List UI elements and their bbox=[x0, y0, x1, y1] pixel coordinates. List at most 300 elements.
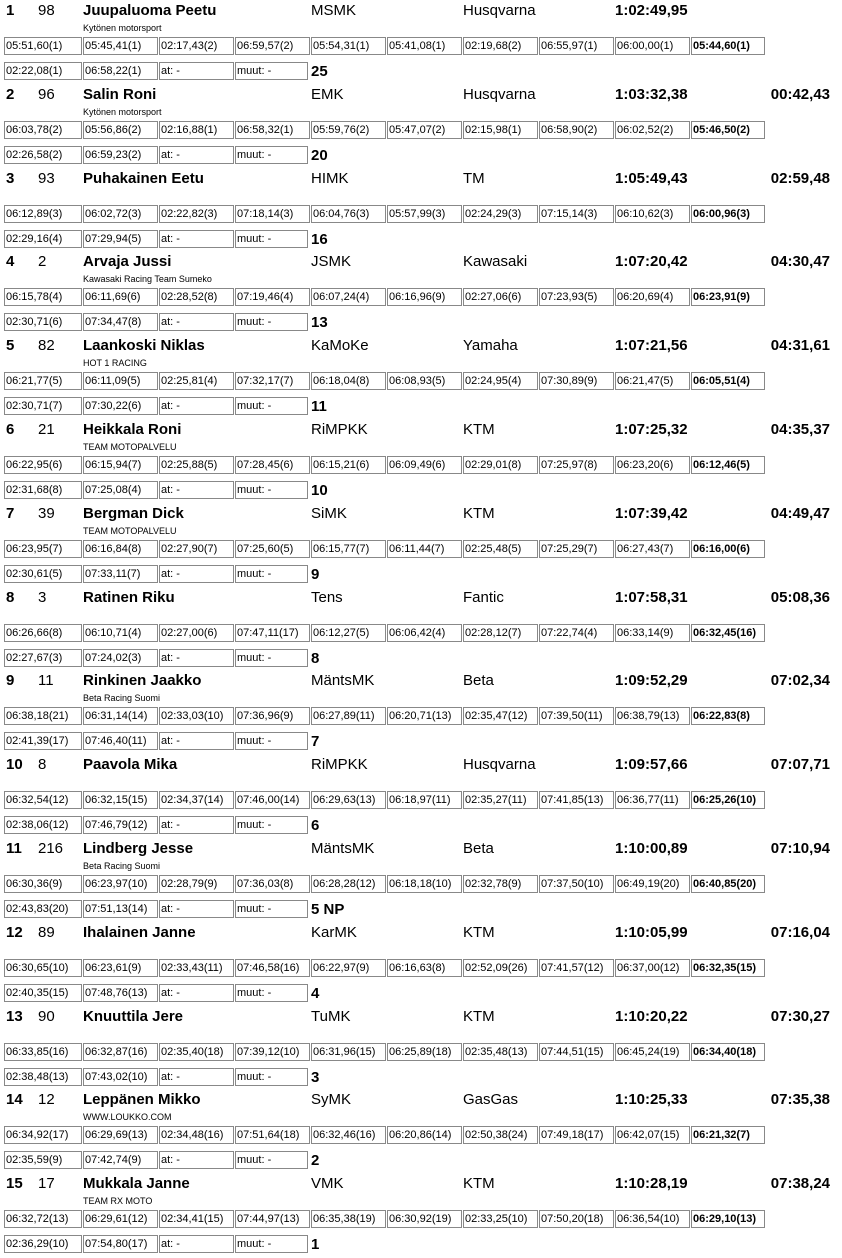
rider-club: VMK bbox=[311, 1175, 344, 1193]
rider-entry bbox=[0, 84, 842, 168]
time-gap: 07:30,27 bbox=[770, 1007, 830, 1025]
rider-name: Rinkinen Jaakko bbox=[83, 672, 202, 690]
lap-time-cell: 02:25,81(4) bbox=[159, 372, 234, 390]
lap-time-cell: 06:15,78(4) bbox=[4, 288, 82, 306]
lap-time-cell: 02:28,12(7) bbox=[463, 624, 538, 642]
lap-time-cell: 06:02,52(2) bbox=[615, 121, 690, 139]
rider-entry bbox=[0, 670, 842, 754]
lap-time-cell: 06:34,92(17) bbox=[4, 1126, 82, 1144]
lap-time-cell: 06:30,36(9) bbox=[4, 875, 82, 893]
lap-time-cell: 02:27,67(3) bbox=[4, 649, 82, 667]
rider-name: Paavola Mika bbox=[83, 756, 178, 774]
rider-number: 96 bbox=[38, 85, 55, 103]
rider-bike: Beta bbox=[463, 672, 494, 690]
lap-time-cell: 06:32,15(15) bbox=[83, 791, 158, 809]
muut-cell: muut: - bbox=[235, 1151, 308, 1169]
lap-time-cell: 06:11,44(7) bbox=[387, 540, 462, 558]
rider-number: 39 bbox=[38, 504, 55, 522]
rider-position: 11 bbox=[6, 840, 22, 857]
lap-time-cell: 06:22,97(9) bbox=[311, 959, 386, 977]
rider-club: SiMK bbox=[311, 504, 347, 522]
rider-team: Beta Racing Suomi bbox=[83, 861, 161, 871]
lap-time-cell: 02:27,90(7) bbox=[159, 540, 234, 558]
rider-club: HIMK bbox=[311, 169, 349, 187]
at-cell: at: - bbox=[159, 481, 234, 499]
lap-time-cell: 06:59,57(2) bbox=[235, 37, 310, 55]
rider-name: Knuuttila Jere bbox=[83, 1007, 184, 1025]
lap-time-cell: 02:34,37(14) bbox=[159, 791, 234, 809]
lap-time-cell: 07:41,85(13) bbox=[539, 791, 614, 809]
lap-time-cell: 07:51,13(14) bbox=[83, 900, 158, 918]
muut-cell: muut: - bbox=[235, 313, 308, 331]
lap-time-cell: 02:36,29(10) bbox=[4, 1235, 82, 1253]
at-cell: at: - bbox=[159, 230, 234, 248]
lap-time-cell: 06:58,90(2) bbox=[539, 121, 614, 139]
lap-time-cell: 07:46,79(12) bbox=[83, 816, 158, 834]
total-time: 1:10:25,33 bbox=[615, 1091, 688, 1109]
lap-time-cell: 06:30,92(19) bbox=[387, 1210, 462, 1228]
lap-time-cell: 06:21,32(7) bbox=[691, 1126, 765, 1144]
rider-points: 11 bbox=[311, 398, 327, 416]
rider-name: Salin Roni bbox=[83, 85, 157, 103]
rider-bike: KTM bbox=[463, 421, 495, 438]
muut-cell: muut: - bbox=[235, 565, 308, 583]
rider-number: 89 bbox=[38, 923, 55, 941]
rider-bike: KTM bbox=[463, 1007, 495, 1025]
rider-club: SyMK bbox=[311, 1091, 352, 1109]
lap-time-cell: 02:43,83(20) bbox=[4, 900, 82, 918]
rider-position: 5 bbox=[6, 337, 15, 355]
lap-time-cell: 06:32,72(13) bbox=[4, 1210, 82, 1228]
rider-position: 8 bbox=[6, 588, 15, 606]
rider-name: Heikkala Roni bbox=[83, 421, 182, 438]
lap-time-cell: 05:41,08(1) bbox=[387, 37, 462, 55]
lap-time-cell: 07:54,80(17) bbox=[83, 1235, 158, 1253]
lap-time-cell: 06:32,35(15) bbox=[691, 959, 765, 977]
rider-points: 8 bbox=[311, 649, 320, 667]
lap-time-cell: 02:32,78(9) bbox=[463, 875, 538, 893]
lap-time-cell: 06:42,07(15) bbox=[615, 1126, 690, 1144]
muut-cell: muut: - bbox=[235, 397, 308, 415]
rider-bike: Kawasaki bbox=[463, 253, 528, 271]
lap-time-cell: 06:59,23(2) bbox=[83, 146, 158, 164]
lap-time-cell: 06:15,94(7) bbox=[83, 456, 158, 474]
rider-points: 9 bbox=[311, 565, 320, 583]
lap-time-cell: 06:18,97(11) bbox=[387, 791, 462, 809]
lap-time-cell: 05:56,86(2) bbox=[83, 121, 158, 139]
rider-name: Arvaja Jussi bbox=[83, 253, 172, 271]
lap-time-cell: 07:42,74(9) bbox=[83, 1151, 158, 1169]
lap-time-cell: 02:33,43(11) bbox=[159, 959, 234, 977]
rider-club: EMK bbox=[311, 85, 344, 103]
total-time: 1:10:20,22 bbox=[615, 1007, 688, 1025]
rider-bike: TM bbox=[463, 169, 485, 187]
lap-time-cell: 02:38,48(13) bbox=[4, 1068, 82, 1086]
rider-entry bbox=[0, 1173, 842, 1257]
lap-time-cell: 06:27,43(7) bbox=[615, 540, 690, 558]
rider-name: Lindberg Jesse bbox=[83, 840, 194, 857]
rider-points: 1 bbox=[311, 1236, 320, 1254]
lap-time-cell: 07:51,64(18) bbox=[235, 1126, 310, 1144]
rider-entry bbox=[0, 503, 842, 587]
lap-time-cell: 02:33,25(10) bbox=[463, 1210, 538, 1228]
rider-team: TEAM MOTOPALVELU bbox=[83, 525, 177, 536]
muut-cell: muut: - bbox=[235, 230, 308, 248]
rider-points: 3 bbox=[311, 1068, 320, 1086]
lap-time-cell: 06:20,86(14) bbox=[387, 1126, 462, 1144]
rider-bike: Yamaha bbox=[463, 337, 518, 355]
lap-time-cell: 02:26,58(2) bbox=[4, 146, 82, 164]
lap-time-cell: 06:16,96(9) bbox=[387, 288, 462, 306]
rider-team: Kawasaki Racing Team Sumeko bbox=[83, 274, 212, 285]
at-cell: at: - bbox=[159, 313, 234, 331]
lap-time-cell: 02:35,59(9) bbox=[4, 1151, 82, 1169]
lap-time-cell: 06:21,77(5) bbox=[4, 372, 82, 390]
rider-position: 9 bbox=[6, 672, 15, 690]
lap-time-cell: 06:23,61(9) bbox=[83, 959, 158, 977]
rider-position: 12 bbox=[6, 923, 23, 941]
lap-time-cell: 06:23,95(7) bbox=[4, 540, 82, 558]
lap-time-cell: 02:35,40(18) bbox=[159, 1043, 234, 1061]
lap-time-cell: 06:55,97(1) bbox=[539, 37, 614, 55]
lap-time-cell: 07:28,45(6) bbox=[235, 456, 310, 474]
muut-cell: muut: - bbox=[235, 649, 308, 667]
rider-entry bbox=[0, 922, 842, 1006]
lap-time-cell: 07:43,02(10) bbox=[83, 1068, 158, 1086]
lap-time-cell: 07:36,96(9) bbox=[235, 707, 310, 725]
lap-time-cell: 06:23,20(6) bbox=[615, 456, 690, 474]
lap-time-cell: 05:47,07(2) bbox=[387, 121, 462, 139]
total-time: 1:09:57,66 bbox=[615, 756, 688, 774]
rider-number: 2 bbox=[38, 253, 47, 271]
rider-team: HOT 1 RACING bbox=[83, 358, 147, 369]
rider-club: MäntsMK bbox=[311, 672, 375, 690]
muut-cell: muut: - bbox=[235, 481, 308, 499]
lap-time-cell: 07:50,20(18) bbox=[539, 1210, 614, 1228]
total-time: 1:03:32,38 bbox=[615, 85, 688, 103]
at-cell: at: - bbox=[159, 146, 234, 164]
at-cell: at: - bbox=[159, 984, 234, 1002]
lap-time-cell: 06:33,14(9) bbox=[615, 624, 690, 642]
lap-time-cell: 02:27,00(6) bbox=[159, 624, 234, 642]
lap-time-cell: 07:37,50(10) bbox=[539, 875, 614, 893]
lap-time-cell: 06:18,04(8) bbox=[311, 372, 386, 390]
rider-position: 6 bbox=[6, 421, 15, 438]
at-cell: at: - bbox=[159, 732, 234, 750]
lap-time-cell: 02:35,27(11) bbox=[463, 791, 538, 809]
lap-time-cell: 06:04,76(3) bbox=[311, 205, 386, 223]
rider-points: 16 bbox=[311, 230, 328, 248]
rider-position: 15 bbox=[6, 1175, 23, 1193]
lap-time-cell: 05:45,41(1) bbox=[83, 37, 158, 55]
lap-time-cell: 06:38,18(21) bbox=[4, 707, 82, 725]
time-gap: 04:31,61 bbox=[770, 337, 830, 355]
muut-cell: muut: - bbox=[235, 984, 308, 1002]
lap-time-cell: 06:29,69(13) bbox=[83, 1126, 158, 1144]
muut-cell: muut: - bbox=[235, 62, 308, 80]
rider-number: 12 bbox=[38, 1091, 55, 1109]
lap-time-cell: 06:32,46(16) bbox=[311, 1126, 386, 1144]
lap-time-cell: 06:58,32(1) bbox=[235, 121, 310, 139]
lap-time-cell: 02:31,68(8) bbox=[4, 481, 82, 499]
lap-time-cell: 02:19,68(2) bbox=[463, 37, 538, 55]
rider-points: 7 bbox=[311, 733, 320, 751]
rider-number: 98 bbox=[38, 2, 55, 19]
lap-time-cell: 07:18,14(3) bbox=[235, 205, 310, 223]
lap-time-cell: 06:38,79(13) bbox=[615, 707, 690, 725]
total-time: 1:10:28,19 bbox=[615, 1175, 688, 1193]
lap-time-cell: 07:29,94(5) bbox=[83, 230, 158, 248]
lap-time-cell: 02:33,03(10) bbox=[159, 707, 234, 725]
lap-time-cell: 06:31,14(14) bbox=[83, 707, 158, 725]
lap-time-cell: 07:49,18(17) bbox=[539, 1126, 614, 1144]
lap-time-cell: 07:30,89(9) bbox=[539, 372, 614, 390]
rider-position: 3 bbox=[6, 169, 15, 187]
total-time: 1:07:21,56 bbox=[615, 337, 688, 355]
rider-points: 6 bbox=[311, 817, 320, 835]
lap-time-cell: 02:29,01(8) bbox=[463, 456, 538, 474]
rider-points: 20 bbox=[311, 146, 328, 164]
lap-time-cell: 06:23,91(9) bbox=[691, 288, 765, 306]
time-gap: 07:38,24 bbox=[770, 1175, 830, 1193]
rider-team: TEAM RX MOTO bbox=[83, 1196, 153, 1207]
lap-time-cell: 07:46,00(14) bbox=[235, 791, 310, 809]
rider-number: 82 bbox=[38, 337, 55, 355]
lap-time-cell: 06:25,89(18) bbox=[387, 1043, 462, 1061]
muut-cell: muut: - bbox=[235, 816, 308, 834]
rider-points: 10 bbox=[311, 482, 328, 499]
rider-points: 25 bbox=[311, 63, 328, 80]
lap-time-cell: 06:37,00(12) bbox=[615, 959, 690, 977]
lap-time-cell: 05:44,60(1) bbox=[691, 37, 765, 55]
lap-time-cell: 07:15,14(3) bbox=[539, 205, 614, 223]
time-gap: 07:02,34 bbox=[770, 672, 830, 690]
lap-time-cell: 02:29,16(4) bbox=[4, 230, 82, 248]
lap-time-cell: 06:18,18(10) bbox=[387, 875, 462, 893]
at-cell: at: - bbox=[159, 1068, 234, 1086]
lap-time-cell: 02:40,35(15) bbox=[4, 984, 82, 1002]
lap-time-cell: 06:32,54(12) bbox=[4, 791, 82, 809]
lap-time-cell: 02:38,06(12) bbox=[4, 816, 82, 834]
lap-time-cell: 06:15,77(7) bbox=[311, 540, 386, 558]
lap-time-cell: 07:25,08(4) bbox=[83, 481, 158, 499]
rider-position: 14 bbox=[6, 1091, 23, 1109]
lap-time-cell: 06:30,65(10) bbox=[4, 959, 82, 977]
rider-position: 1 bbox=[6, 2, 15, 19]
rider-entry bbox=[0, 1006, 842, 1090]
lap-time-cell: 02:27,06(6) bbox=[463, 288, 538, 306]
rider-position: 10 bbox=[6, 756, 23, 774]
total-time: 1:07:39,42 bbox=[615, 504, 688, 522]
lap-time-cell: 07:30,22(6) bbox=[83, 397, 158, 415]
time-gap: 02:59,48 bbox=[770, 169, 830, 187]
lap-time-cell: 02:52,09(26) bbox=[463, 959, 538, 977]
lap-time-cell: 02:25,88(5) bbox=[159, 456, 234, 474]
rider-points: 13 bbox=[311, 314, 328, 332]
total-time: 1:10:05,99 bbox=[615, 923, 688, 941]
lap-time-cell: 02:24,29(3) bbox=[463, 205, 538, 223]
lap-time-cell: 06:00,96(3) bbox=[691, 205, 765, 223]
lap-time-cell: 06:12,89(3) bbox=[4, 205, 82, 223]
total-time: 1:07:25,32 bbox=[615, 421, 688, 438]
rider-entry bbox=[0, 587, 842, 671]
lap-time-cell: 06:34,40(18) bbox=[691, 1043, 765, 1061]
lap-time-cell: 06:45,24(19) bbox=[615, 1043, 690, 1061]
lap-time-cell: 02:30,61(5) bbox=[4, 565, 82, 583]
rider-club: RiMPKK bbox=[311, 421, 368, 438]
rider-club: KaMoKe bbox=[311, 337, 369, 355]
lap-time-cell: 07:19,46(4) bbox=[235, 288, 310, 306]
lap-time-cell: 06:36,77(11) bbox=[615, 791, 690, 809]
muut-cell: muut: - bbox=[235, 900, 308, 918]
rider-club: JSMK bbox=[311, 253, 352, 271]
rider-entry bbox=[0, 419, 842, 503]
rider-number: 3 bbox=[38, 588, 47, 606]
rider-bike: KTM bbox=[463, 504, 495, 522]
lap-time-cell: 05:51,60(1) bbox=[4, 37, 82, 55]
lap-time-cell: 06:29,63(13) bbox=[311, 791, 386, 809]
lap-time-cell: 06:20,71(13) bbox=[387, 707, 462, 725]
rider-bike: Fantic bbox=[463, 588, 504, 606]
total-time: 1:07:20,42 bbox=[615, 253, 688, 271]
rider-entry bbox=[0, 0, 842, 84]
rider-entry bbox=[0, 168, 842, 252]
lap-time-cell: 02:15,98(1) bbox=[463, 121, 538, 139]
at-cell: at: - bbox=[159, 1151, 234, 1169]
rider-number: 11 bbox=[38, 672, 54, 690]
rider-bike: KTM bbox=[463, 1175, 495, 1193]
lap-time-cell: 06:33,85(16) bbox=[4, 1043, 82, 1061]
lap-time-cell: 07:25,97(8) bbox=[539, 456, 614, 474]
time-gap: 07:07,71 bbox=[770, 756, 830, 774]
lap-time-cell: 07:36,03(8) bbox=[235, 875, 310, 893]
muut-cell: muut: - bbox=[235, 146, 308, 164]
lap-time-cell: 07:44,51(15) bbox=[539, 1043, 614, 1061]
lap-time-cell: 07:41,57(12) bbox=[539, 959, 614, 977]
at-cell: at: - bbox=[159, 565, 234, 583]
time-gap: 05:08,36 bbox=[770, 588, 830, 606]
rider-bike: Beta bbox=[463, 840, 494, 857]
lap-time-cell: 02:34,48(16) bbox=[159, 1126, 234, 1144]
total-time: 1:07:58,31 bbox=[615, 588, 688, 606]
lap-time-cell: 06:32,45(16) bbox=[691, 624, 765, 642]
rider-club: Tens bbox=[311, 588, 343, 606]
lap-time-cell: 02:17,43(2) bbox=[159, 37, 234, 55]
lap-time-cell: 07:22,74(4) bbox=[539, 624, 614, 642]
rider-position: 2 bbox=[6, 85, 15, 103]
lap-time-cell: 02:28,79(9) bbox=[159, 875, 234, 893]
rider-name: Leppänen Mikko bbox=[83, 1091, 201, 1109]
lap-time-cell: 02:34,41(15) bbox=[159, 1210, 234, 1228]
lap-time-cell: 06:06,42(4) bbox=[387, 624, 462, 642]
lap-time-cell: 06:16,00(6) bbox=[691, 540, 765, 558]
time-gap: 00:42,43 bbox=[770, 85, 830, 103]
lap-time-cell: 06:12,46(5) bbox=[691, 456, 765, 474]
rider-club: MSMK bbox=[311, 2, 356, 19]
lap-time-cell: 06:16,84(8) bbox=[83, 540, 158, 558]
rider-bike: Husqvarna bbox=[463, 2, 536, 19]
lap-time-cell: 06:12,27(5) bbox=[311, 624, 386, 642]
time-gap: 04:30,47 bbox=[770, 253, 830, 271]
rider-bike: Husqvarna bbox=[463, 756, 536, 774]
rider-club: MäntsMK bbox=[311, 840, 375, 857]
rider-team: Kytönen motorsport bbox=[83, 23, 162, 33]
total-time: 1:05:49,43 bbox=[615, 169, 688, 187]
lap-time-cell: 07:46,40(11) bbox=[83, 732, 158, 750]
lap-time-cell: 05:46,50(2) bbox=[691, 121, 765, 139]
rider-number: 17 bbox=[38, 1175, 55, 1193]
rider-name: Ratinen Riku bbox=[83, 588, 175, 606]
at-cell: at: - bbox=[159, 62, 234, 80]
lap-time-cell: 06:23,97(10) bbox=[83, 875, 158, 893]
rider-bike: GasGas bbox=[463, 1091, 519, 1109]
rider-position: 7 bbox=[6, 504, 15, 522]
lap-time-cell: 06:02,72(3) bbox=[83, 205, 158, 223]
rider-entry bbox=[0, 1089, 842, 1173]
lap-time-cell: 06:03,78(2) bbox=[4, 121, 82, 139]
lap-time-cell: 02:35,48(13) bbox=[463, 1043, 538, 1061]
time-gap: 07:10,94 bbox=[770, 840, 830, 857]
time-gap: 04:49,47 bbox=[770, 504, 830, 522]
rider-points: 2 bbox=[311, 1152, 320, 1170]
rider-team: Kytönen motorsport bbox=[83, 106, 162, 117]
lap-time-cell: 06:22,83(8) bbox=[691, 707, 765, 725]
lap-time-cell: 06:05,51(4) bbox=[691, 372, 765, 390]
lap-time-cell: 06:40,85(20) bbox=[691, 875, 765, 893]
lap-time-cell: 02:35,47(12) bbox=[463, 707, 538, 725]
rider-entry bbox=[0, 754, 842, 838]
lap-time-cell: 06:11,09(5) bbox=[83, 372, 158, 390]
lap-time-cell: 05:54,31(1) bbox=[311, 37, 386, 55]
lap-time-cell: 06:31,96(15) bbox=[311, 1043, 386, 1061]
lap-time-cell: 06:49,19(20) bbox=[615, 875, 690, 893]
rider-club: TuMK bbox=[311, 1007, 351, 1025]
lap-time-cell: 06:32,87(16) bbox=[83, 1043, 158, 1061]
lap-time-cell: 06:21,47(5) bbox=[615, 372, 690, 390]
lap-time-cell: 02:16,88(1) bbox=[159, 121, 234, 139]
time-gap: 04:35,37 bbox=[770, 421, 830, 438]
rider-name: Juupaluoma Peetu bbox=[83, 2, 217, 19]
lap-time-cell: 02:25,48(5) bbox=[463, 540, 538, 558]
time-gap: 07:35,38 bbox=[770, 1091, 830, 1109]
lap-time-cell: 07:25,29(7) bbox=[539, 540, 614, 558]
lap-time-cell: 06:35,38(19) bbox=[311, 1210, 386, 1228]
rider-points: 4 bbox=[311, 984, 320, 1002]
rider-name: Laankoski Niklas bbox=[83, 337, 205, 355]
at-cell: at: - bbox=[159, 397, 234, 415]
lap-time-cell: 07:44,97(13) bbox=[235, 1210, 310, 1228]
rider-number: 216 bbox=[38, 840, 64, 857]
rider-name: Puhakainen Eetu bbox=[83, 169, 204, 187]
total-time: 1:02:49,95 bbox=[615, 2, 688, 19]
lap-time-cell: 06:07,24(4) bbox=[311, 288, 386, 306]
lap-time-cell: 02:30,71(7) bbox=[4, 397, 82, 415]
lap-time-cell: 07:48,76(13) bbox=[83, 984, 158, 1002]
lap-time-cell: 06:15,21(6) bbox=[311, 456, 386, 474]
rider-number: 93 bbox=[38, 169, 55, 187]
lap-time-cell: 02:41,39(17) bbox=[4, 732, 82, 750]
rider-position: 4 bbox=[6, 253, 15, 271]
rider-points: 5 NP bbox=[311, 901, 345, 918]
lap-time-cell: 05:57,99(3) bbox=[387, 205, 462, 223]
lap-time-cell: 07:25,60(5) bbox=[235, 540, 310, 558]
lap-time-cell: 06:09,49(6) bbox=[387, 456, 462, 474]
lap-time-cell: 06:26,66(8) bbox=[4, 624, 82, 642]
muut-cell: muut: - bbox=[235, 1068, 308, 1086]
rider-team: Beta Racing Suomi bbox=[83, 693, 161, 704]
rider-entry bbox=[0, 251, 842, 335]
time-gap: 07:16,04 bbox=[770, 923, 830, 941]
